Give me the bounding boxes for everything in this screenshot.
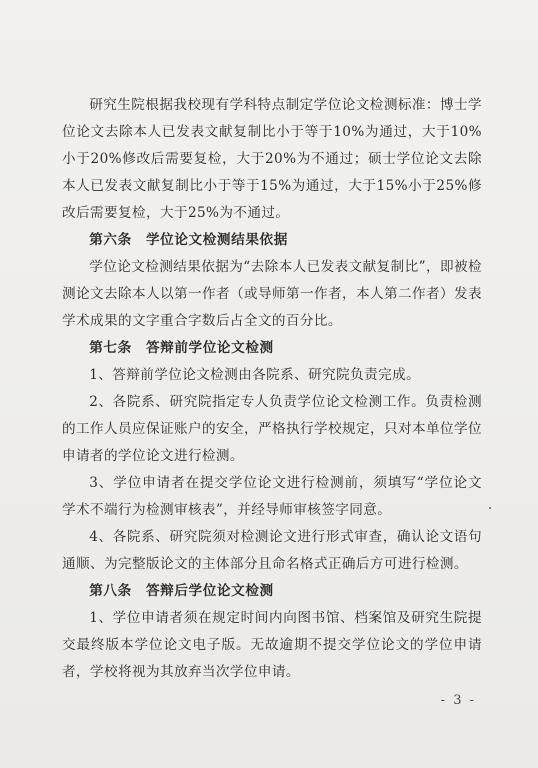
scan-speck [489, 507, 491, 509]
article-7-heading: 第七条 答辩前学位论文检测 [89, 340, 274, 356]
article-6-body: 学位论文检测结果依据为“去除本人已发表文献复制比”，即被检测论文去除本人以第一作者（或导师第一作者，本人第二作者）发表学术成果的文字重合字数后占全文的百分比。 [62, 259, 482, 329]
article-7-item-2: 2、各院系、研究院指定专人负责学位论文检测工作。负责检测的工作人员应保证账户的安全，严格执行学校规定，只对本单位学位申请者的学位论文进行检测。 [62, 394, 482, 464]
article-7-item-4: 4、各院系、研究院须对检测论文进行形式审查，确认论文语句通顺、为完整版论文的主体部分且命名格式正确后方可进行检测。 [62, 529, 482, 572]
intro-paragraph: 研究生院根据我校现有学科特点制定学位论文检测标准：博士学位论文去除本人已发表文献复制比小于等于10%为通过，大于10%小于20%修改后需要复检，大于20%为不通过；硕士学位论文去除本人已发表文献复制比小于等于15%为通过，大于15%小于25%修改后需要复检，大于25%为不通过。 [62, 97, 482, 221]
document-body [62, 92, 482, 686]
article-8-item-1: 1、学位申请者须在规定时间内向图书馆、档案馆及研究生院提交最终版本学位论文电子版。无故逾期不提交学位论文的学位申请者，学校将视为其放弃当次学位申请。 [62, 610, 482, 680]
page-number: - 3 - [440, 693, 476, 708]
article-7-item-1: 1、答辩前学位论文检测由各院系、研究院负责完成。 [89, 367, 421, 383]
article-8-heading: 第八条 答辩后学位论文检测 [89, 583, 274, 599]
article-6-heading: 第六条 学位论文检测结果依据 [89, 232, 288, 248]
article-7-item-3: 3、学位申请者在提交学位论文进行检测前，须填写“学位论文学术不端行为检测审核表”，并经导师审核签字同意。 [62, 475, 482, 518]
